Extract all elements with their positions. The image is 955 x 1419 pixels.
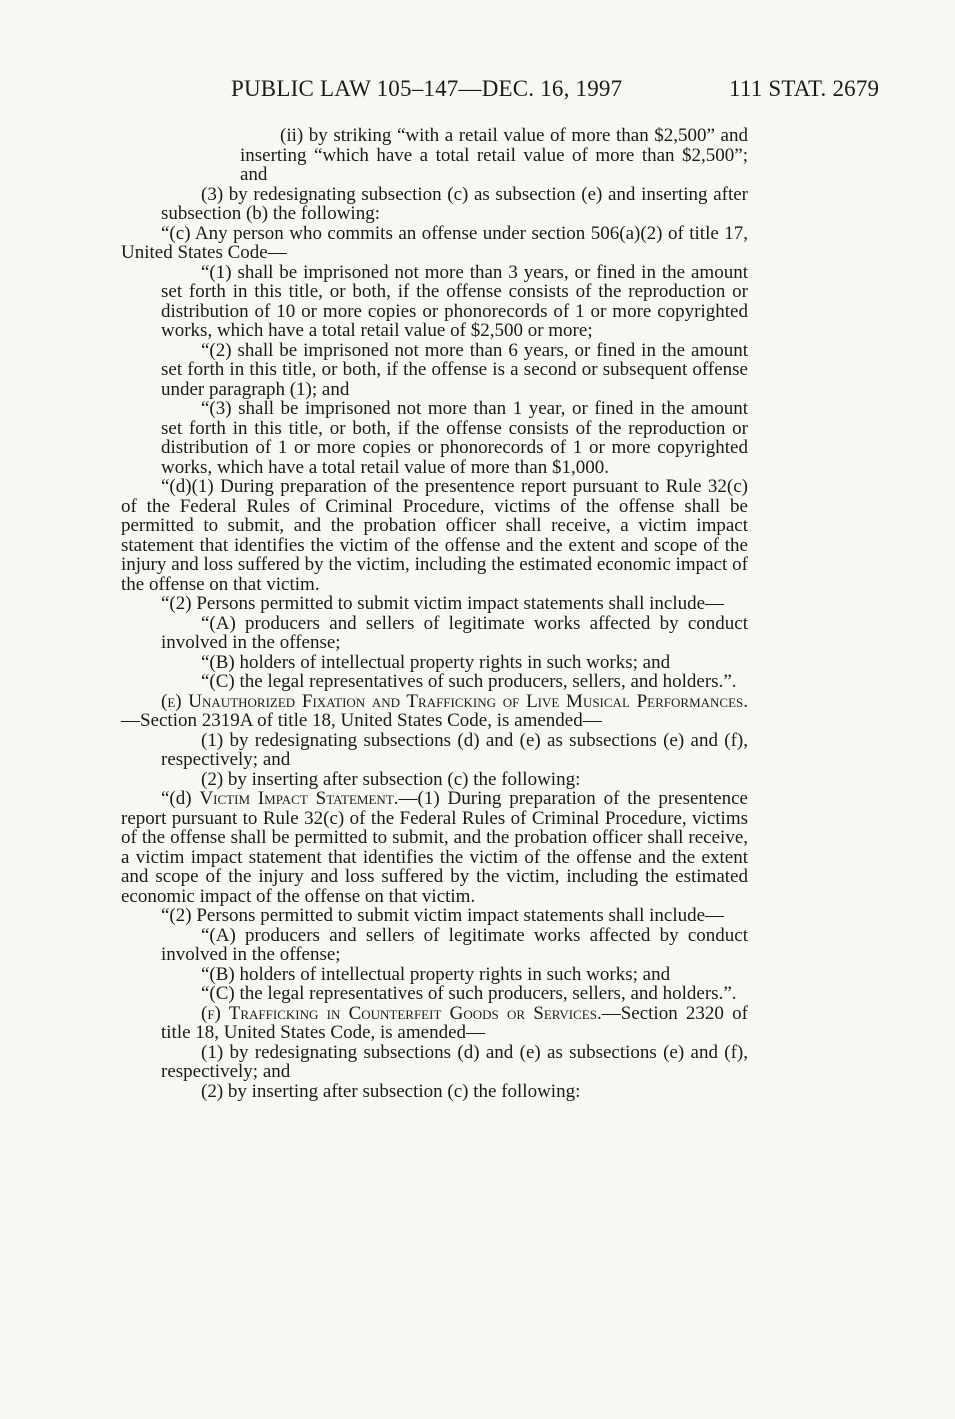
section-f-text: —Section 2320 of title 18, United States Code, is amended— <box>161 1002 748 1043</box>
section-e-subsection-d-2-b: “(B) holders of intellectual property rights in such works; and <box>201 963 671 985</box>
subsection-d-2-b: “(B) holders of intellectual property rights in such works; and <box>201 651 671 673</box>
subsection-c-3: “(3) shall be imprisoned not more than 1 year, or fined in the amount set forth in this title, or both, if the offense consists of the reproduction or distribution of 1 or more copies or phonorecords of 1 or more copyrighted works, which have a total retail value of more than $1,000. <box>161 398 748 478</box>
statute-page-number: 111 STAT. 2679 <box>729 76 880 101</box>
paragraph-3: (3) by redesignating subsection (c) as subsection (e) and inserting after subsection (b) the following: <box>161 183 748 224</box>
document-body <box>121 126 748 1101</box>
section-e-heading: (e) Unauthorized Fixation and Trafficking of Live Musical Performances. <box>161 690 748 712</box>
section-e-1: (1) by redesignating subsections (d) and (e) as subsections (e) and (f), respectively; and <box>161 729 748 770</box>
section-e-text: —Section 2319A of title 18, United States Code, is amended— <box>121 710 602 731</box>
section-e-subsection-d <box>121 789 748 906</box>
paragraph-ii: (ii) by striking “with a retail value of more than $2,500” and inserting “which have a total retail value of more than $2,500”; and <box>240 125 748 185</box>
subsection-d-2: “(2) Persons permitted to submit victim impact statements shall include— <box>161 593 725 614</box>
subsection-d-2-a: “(A) producers and sellers of legitimate works affected by conduct involved in the offense; <box>161 612 748 653</box>
subsection-c: “(c) Any person who commits an offense under section 506(a)(2) of title 17, United States Code— <box>121 222 748 263</box>
section-e-2: (2) by inserting after subsection (c) the following: <box>201 768 581 790</box>
subsection-d-text: —(1) During preparation of the presentence report pursuant to Rule 32(c) of the Federal Rules of Criminal Procedure, victims of the offense shall be permitted to submit, and the probation officer shall receive, a victim impact statement that identifies the victim of the offense and the extent and scope of the injury and loss suffered by the victim, including the estimated economic impact of the offense on that victim. <box>121 788 748 907</box>
subsection-d-heading: Victim Impact Statement. <box>199 788 399 809</box>
section-e-subsection-d-2-c: “(C) the legal representatives of such producers, sellers, and holders.”. <box>201 983 737 1004</box>
page-header <box>0 76 955 106</box>
law-citation: PUBLIC LAW 105–147—DEC. 16, 1997 <box>231 76 623 101</box>
section-e-subsection-d-2-a: “(A) producers and sellers of legitimate works affected by conduct involved in the offense; <box>161 924 748 965</box>
subsection-c-2: “(2) shall be imprisoned not more than 6 years, or fined in the amount set forth in this title, or both, if the offense is a second or subsequent offense under paragraph (1); and <box>161 339 748 400</box>
section-f <box>121 1004 748 1043</box>
section-e <box>121 692 748 731</box>
subsection-d-2-c: “(C) the legal representatives of such producers, sellers, and holders.”. <box>201 671 737 692</box>
section-f-2: (2) by inserting after subsection (c) the following: <box>201 1080 581 1102</box>
subsection-c-1: “(1) shall be imprisoned not more than 3 years, or fined in the amount set forth in this title, or both, if the offense consists of the reproduction or distribution of 10 or more copies or phonorecords of 1 or more copyrighted works, which have a total retail value of $2,500 or more; <box>161 261 748 341</box>
subsection-d-1: “(d)(1) During preparation of the presentence report pursuant to Rule 32(c) of the Federal Rules of Criminal Procedure, victims of the offense shall be permitted to submit, and the probation officer shall receive, a victim impact statement that identifies the victim of the offense and the extent and scope of the injury and loss suffered by the victim, including the estimated economic impact of the offense on that victim. <box>121 476 748 595</box>
section-f-1: (1) by redesignating subsections (d) and (e) as subsections (e) and (f), respectively; and <box>161 1041 748 1082</box>
section-e-subsection-d-2: “(2) Persons permitted to submit victim impact statements shall include— <box>161 905 725 926</box>
section-f-heading: (f) Trafficking in Counterfeit Goods or Services. <box>201 1002 602 1024</box>
subsection-d-label: “(d) <box>161 788 200 809</box>
